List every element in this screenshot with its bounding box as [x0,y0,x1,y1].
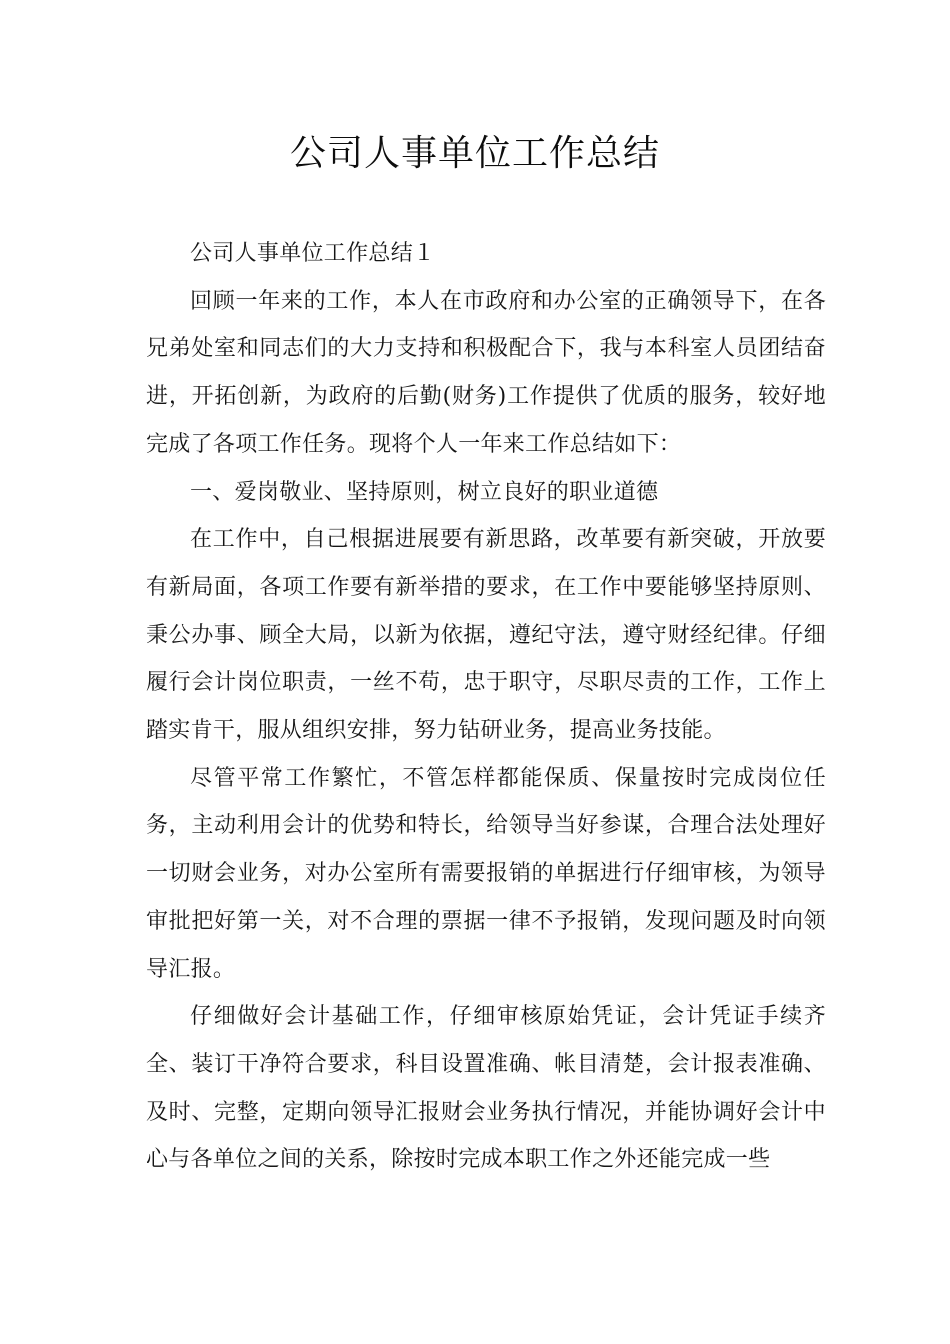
paragraph-duties: 尽管平常工作繁忙，不管怎样都能保质、保量按时完成岗位任务，主动利用会计的优势和特长，给领导当好参谋，合理合法处理好一切财会业务，对办公室所有需要报销的单据进行仔细审核，为领导审批把好第一关，对不合理的票据一律不予报销，发现问题及时向领导汇报。 [146,765,826,982]
document-body [146,230,826,1184]
paragraph-principles: 在工作中，自己根据进展要有新思路，改革要有新突破，开放要有新局面，各项工作要有新举措的要求，在工作中要能够坚持原则、秉公办事、顾全大局，以新为依据，遵纪守法，遵守财经纪律。仔细履行会计岗位职责，一丝不苟，忠于职守，尽职尽责的工作，工作上踏实肯干，服从组织安排，努力钻研业务，提高业务技能。 [146,527,826,744]
section-heading-1: 一、爱岗敬业、坚持原则，树立良好的职业道德 [190,479,659,505]
section-heading: 公司人事单位工作总结１ [190,241,436,266]
paragraph-accounting: 仔细做好会计基础工作，仔细审核原始凭证，会计凭证手续齐全、装订干净符合要求，科目设置准确、帐目清楚，会计报表准确、及时、完整，定期向领导汇报财会业务执行情况，并能协调好会计中心与各单位之间的关系，除按时完成本职工作之外还能完成一些 [146,1004,826,1173]
paragraph-intro: 回顾一年来的工作，本人在市政府和办公室的正确领导下，在各兄弟处室和同志们的大力支持和积极配合下，我与本科室人员团结奋进，开拓创新，为政府的后勤(财务)工作提供了优质的服务，较好地完成了各项工作任务。现将个人一年来工作总结如下： [146,288,826,457]
document-title: 公司人事单位工作总结 [289,133,660,174]
